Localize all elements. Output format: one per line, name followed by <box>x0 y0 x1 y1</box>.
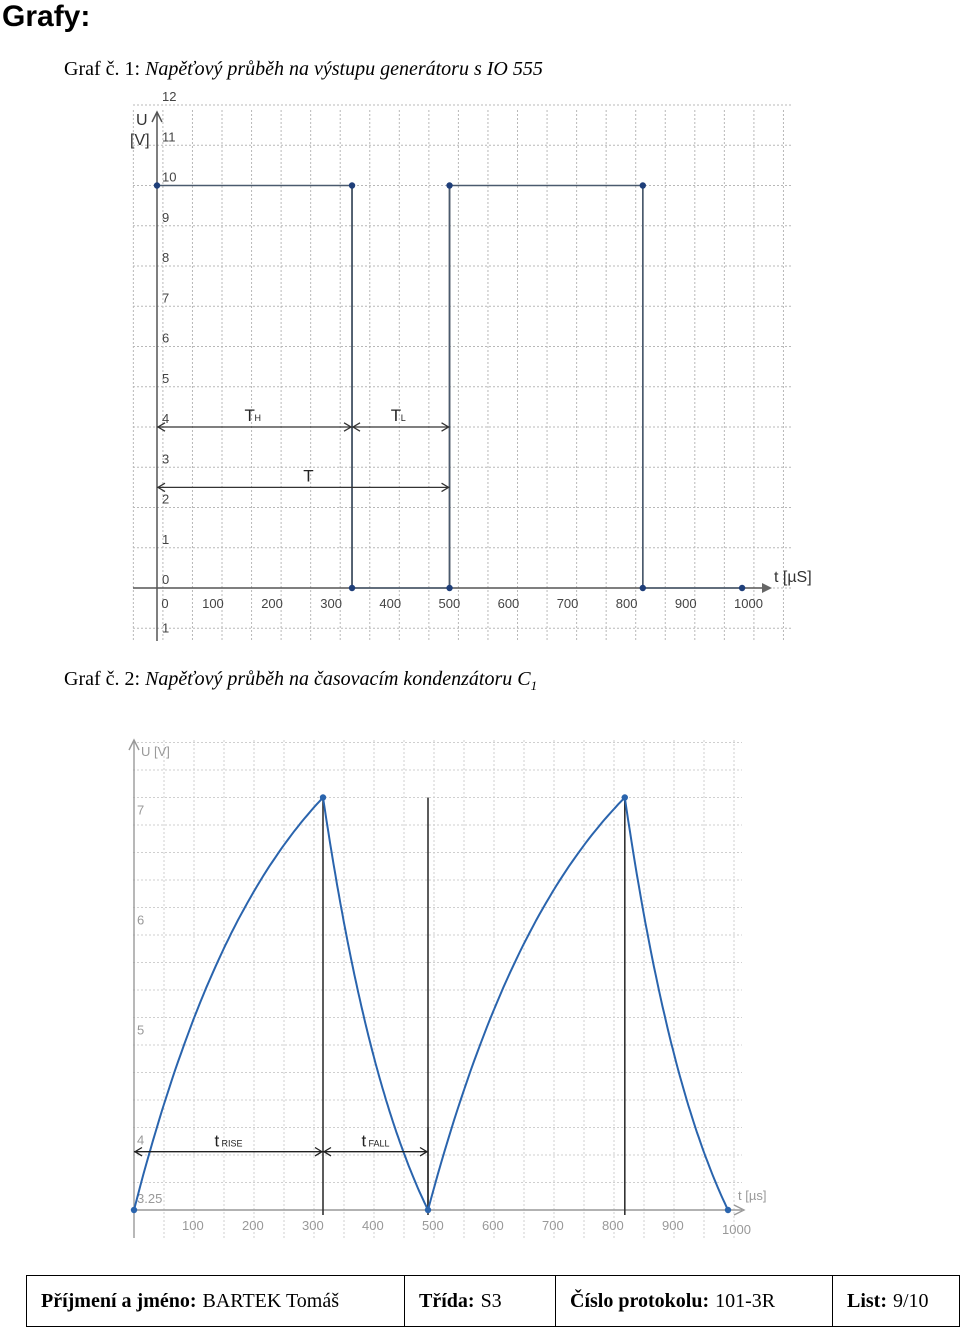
y-tick-label: 7 <box>162 290 170 306</box>
x-tick-label: 100 <box>202 596 224 611</box>
x-tick-label: 1000 <box>722 1222 751 1237</box>
graph2-caption-number: Graf č. 2: <box>64 668 141 690</box>
footer-class-cell <box>405 1276 556 1326</box>
x-tick-label: 700 <box>556 596 579 611</box>
y-tick-label: 1 <box>162 531 170 547</box>
x-tick-label: 100 <box>182 1218 204 1233</box>
x-tick-label: 800 <box>602 1218 624 1233</box>
footer-sheet-label: List: <box>847 1289 887 1312</box>
annotation-label-subscript: FALL <box>368 1138 390 1149</box>
x-tick-label: 300 <box>320 596 343 611</box>
data-point <box>320 794 326 800</box>
footer-class-label: Třída: <box>419 1289 475 1312</box>
data-point <box>425 1207 431 1213</box>
x-tick-label: 900 <box>674 596 697 611</box>
x-tick-label: 700 <box>542 1218 564 1233</box>
graph1-caption-text: Napěťový průběh na výstupu generátoru s IO 555 <box>145 58 543 80</box>
x-tick-label: 600 <box>482 1218 504 1233</box>
footer-class-value: S3 <box>480 1289 502 1312</box>
x-tick-label: 600 <box>497 596 520 611</box>
footer-protocol-label: Číslo protokolu: <box>570 1289 710 1312</box>
y-tick-label: 4 <box>162 411 170 426</box>
data-point <box>622 794 628 800</box>
footer-protocol-cell <box>556 1276 833 1326</box>
y-axis-label: U [V] <box>141 744 170 759</box>
data-point <box>725 1207 731 1213</box>
annotation-label: t <box>214 1131 220 1151</box>
x-axis-label: t [µs] <box>738 1188 767 1203</box>
annotation-label: T <box>390 406 402 425</box>
protocol-footer <box>26 1275 960 1327</box>
x-tick-label: 500 <box>422 1218 444 1233</box>
y-tick-label: 11 <box>162 129 176 145</box>
y-tick-label: 8 <box>162 250 170 265</box>
y-tick-label: 12 <box>162 89 177 104</box>
x-tick-label: 1000 <box>734 596 763 611</box>
x-tick-label: 400 <box>379 596 402 611</box>
footer-name-value: BARTEK Tomáš <box>202 1289 339 1312</box>
y-tick-label: 4 <box>137 1132 145 1148</box>
x-tick-label: 300 <box>302 1218 324 1233</box>
data-point <box>131 1207 137 1213</box>
rise-curve-2 <box>428 798 625 1211</box>
y-tick-label: 2 <box>162 491 170 507</box>
x-axis-label: t [µS] <box>774 569 812 586</box>
y-tick-label: 1 <box>162 620 170 636</box>
annotation-label-subscript: RISE <box>221 1138 243 1149</box>
y-axis-label-unit: [V] <box>130 132 150 149</box>
y-tick-label: 0 <box>162 572 170 587</box>
annotation-label-subscript: L <box>400 413 406 423</box>
y-tick-label: 5 <box>162 370 170 386</box>
page-heading: Grafy: <box>2 0 91 33</box>
x-tick-label: 400 <box>362 1218 384 1233</box>
annotation-label: T <box>303 466 314 486</box>
fall-curve-2 <box>625 798 728 1211</box>
annotation-label-subscript: H <box>254 413 262 423</box>
footer-sheet-cell <box>833 1276 959 1326</box>
x-tick-label: 900 <box>662 1218 684 1233</box>
graph2-caption-main: Napěťový průběh na časovacím kondenzátoru C <box>145 668 531 690</box>
annotation-label: t <box>361 1131 367 1151</box>
y-tick-label: 3.25 <box>137 1191 163 1206</box>
x-tick-label: 200 <box>242 1218 264 1233</box>
y-tick-label: 3 <box>162 451 170 467</box>
y-tick-label: 5 <box>137 1022 145 1038</box>
y-tick-label: 7 <box>137 802 145 818</box>
y-axis-label-symbol: U <box>136 112 148 129</box>
y-tick-label: 10 <box>162 169 177 185</box>
footer-name-label: Příjmení a jméno: <box>41 1289 197 1312</box>
x-tick-label: 0 <box>161 596 169 611</box>
footer-sheet-value: 9/10 <box>893 1289 929 1312</box>
y-tick-label: 6 <box>137 912 145 928</box>
x-tick-label: 500 <box>438 596 461 611</box>
x-tick-label: 800 <box>615 596 638 611</box>
graph2-caption-subscript: 1 <box>530 678 538 693</box>
y-tick-label: 9 <box>162 209 170 225</box>
footer-protocol-value: 101-3R <box>715 1289 776 1312</box>
x-tick-label: 200 <box>261 596 283 611</box>
annotation-label: T <box>244 406 255 425</box>
footer-name-cell <box>27 1276 405 1326</box>
y-tick-label: 6 <box>162 330 170 346</box>
graph1-caption-number: Graf č. 1: <box>64 58 141 80</box>
